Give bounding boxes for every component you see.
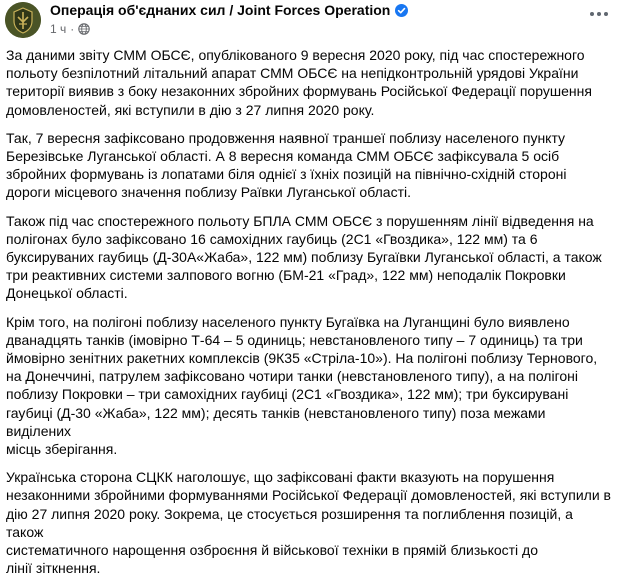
verified-badge-icon xyxy=(395,4,408,17)
post-meta xyxy=(50,21,90,37)
post-timestamp[interactable]: 1 ч xyxy=(50,22,67,36)
page-name-row xyxy=(50,1,408,19)
more-options-dot xyxy=(590,12,594,16)
post-paragraph-5: Українська сторона СЦКК наголошує, що зафіксовані факти вказують на порушення незаконними збройними формуваннями Російської Федерації домовленостей, які вступили в дію 27 липня 2020 року. Зокрема, це стосується розширення та поглиблення позицій, а також систематичного нарощення озброєння й військової техніки в прямій близькості до лінії зіткнення. xyxy=(6,469,611,577)
meta-separator: · xyxy=(70,22,75,36)
post-paragraph-1: За даними звіту СММ ОБСЄ, опублікованого 9 вересня 2020 року, під час спостережного польоту безпілотний літальний апарат СММ ОБСЄ на непідконтрольній урядові України території виявив з боку незаконних збройних формувань Російської Федерації порушення домовленостей, які вступили в дію з 27 липня 2020 року. xyxy=(6,47,592,118)
jfo-emblem-icon xyxy=(5,2,41,38)
post-paragraph-2: Так, 7 вересня зафіксовано продовження наявної траншеї поблизу населеного пункту Березівське Луганської області. А 8 вересня команда СММ ОБСЄ зафіксувала 5 осіб збройних формувань із лопатами біля однієї з їхніх позицій на північно-східній стороні дороги місцевого значення поблизу Раївки Луганської області. xyxy=(6,129,567,201)
page-name[interactable]: Операція об'єднаних сил / Joint Forces Operation xyxy=(50,2,391,18)
post-paragraph-4: Крім того, на полігоні поблизу населеного пункту Бугаївка на Луганщині було виявлено дванадцять танків (імовірно Т-64 – 5 одиниць; невстановленого типу – 7 одиниць) та три ймовірно зенітних ракетних комплексів (9К35 «Стріла-10»). На полігоні поблизу Тернового, на Донеччині, патрулем зафіксовано чотири танки (невстановленого типу), а на полігоні поблизу Покровки – три самохідних гаубиці (2С1 «Гвоздика», 122 мм); три буксирувані гаубиці (Д-30 «Жаба», 122 мм); десять танків (невстановленого типу) поза межами виділених місць зберігання. xyxy=(6,313,598,458)
globe-icon[interactable] xyxy=(78,23,90,35)
more-options-dot xyxy=(604,12,608,16)
more-options-button[interactable] xyxy=(587,4,611,24)
more-options-dot xyxy=(597,12,601,16)
post-header xyxy=(5,0,617,40)
post-paragraph-3: Також під час спостережного польоту БПЛА СММ ОБСЄ з порушенням лінії відведення на полігонах було зафіксовано 16 самохідних гаубиць (2С1 «Гвоздика», 122 мм) та 6 буксируваних гаубиць (Д-30А«Жаба», 122 мм) поблизу Бугаївки Луганської області, а також три реактивних системи залпового вогню (БМ-21 «Град», 122 мм) неподалік Покровки Донецької області. xyxy=(6,212,602,302)
page-avatar[interactable] xyxy=(5,2,41,38)
post-body xyxy=(6,46,612,587)
